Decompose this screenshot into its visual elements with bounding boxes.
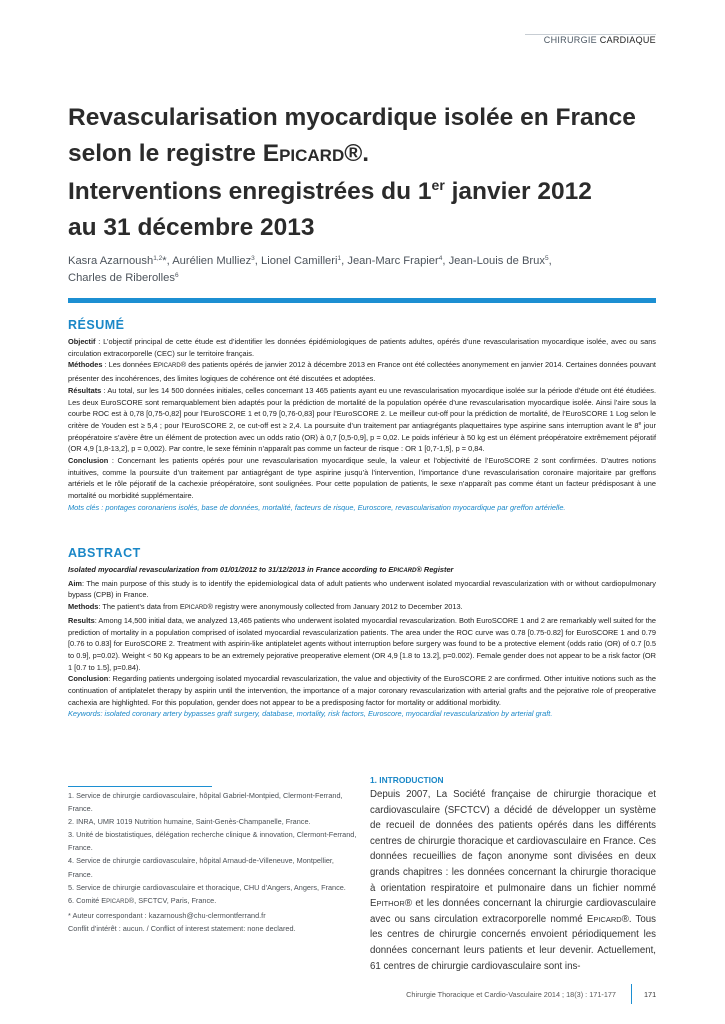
- resume-conclusion-label: Conclusion: [68, 456, 109, 466]
- author-separator: *,: [162, 255, 173, 267]
- author-affiliation-sup: 1,2: [153, 255, 163, 262]
- registry-name-smallcaps: PICARD: [106, 898, 129, 905]
- resume-resultats-text: jour préopératoire s’avère être un élément de protection avec un odds ratio (OR) à 0,7 [0,5-0,9], p = 0,02. Le poids inférieur à 50 kg est un élément préopératoire extrêmement péjoratif (OR 4,9 [1,8-13,2], p = 0,002). Par contre, le sexe féminin n’apparaît pas comme un facteur de risque : OR 1 [0,7-1,5], p = 0,84.: [68, 420, 656, 454]
- abstract-title-text: Isolated myocardial revascularization from 01/01/2012 to 31/12/2013 in France according to E: [68, 565, 394, 574]
- title-line-3b: janvier 2012: [444, 178, 592, 205]
- author-separator: ,: [548, 255, 552, 267]
- author: Lionel Camilleri: [261, 255, 338, 267]
- abstract-methods-text: : The patient’s data from E: [98, 602, 185, 612]
- resume-body: [68, 336, 656, 514]
- author-affiliation-sup: 1: [337, 255, 342, 262]
- author-list: [68, 253, 658, 287]
- author-affiliation-sup: 6: [174, 272, 179, 279]
- title-line-3a: Interventions enregistrées du 1: [68, 178, 432, 205]
- resume-objectif-text: : L’objectif principal de cette étude est d’identifier les données épidémiologiques de patients adultes, opérés d’une revascularisation myocardique isolée, avec ou sans circulation extracorporelle (CEC) sur le territoire français.: [68, 337, 656, 358]
- footnote-text: ®, SFCTCV, Paris, France.: [128, 895, 217, 905]
- registry-name-smallcaps: PICARD: [593, 914, 622, 924]
- author: Aurélien Mulliez: [172, 255, 252, 267]
- resume-resultats-label: Résultats: [68, 385, 102, 395]
- section-tag-part1: CHIRURGIE: [543, 35, 597, 45]
- author-affiliation-sup: 3: [251, 255, 255, 262]
- author-separator: ,: [254, 255, 262, 267]
- title-line-3-sup: er: [431, 177, 445, 193]
- title-divider-bar: [68, 298, 656, 303]
- resume-conclusion-text: : Concernant les patients opérés pour une revascularisation myocardique seule, la valeur et l’objectivité de l’EuroSCORE 2 sont confirmées. D’autres notions intuitives, comme la poursuite d’un traitement par antiagrégant de type aspirine jusqu’à l’intervention, l’importance d’une revascularisation coronaire majoritaire par greffons artériels et le rôle péjoratif de la cachexie préopératoire, sont soulignées. Pour cette population de patients, le sexe n’apparaît pas comme étant un facteur prédisposant à une mortalité ou morbidité supplémentaire.: [68, 456, 656, 501]
- resume-methodes-text: : Les données E: [102, 360, 159, 370]
- footnote: 3. Unité de biostatistiques, délégation recherche clinique & innovation, Clermont-Ferrand, France.: [68, 830, 357, 853]
- abstract-methods-text: ® registry were anonymously collected from January 2012 to December 2013.: [207, 602, 463, 612]
- author: Charles de Riberolles: [68, 272, 175, 284]
- resume-resultats: [68, 385, 656, 455]
- title-line-2-smallcaps: PICARD: [279, 146, 345, 165]
- introduction-text-part: ® et les données concernant la chirurgie cardiovasculaire avec ou sans circulation extracorporelle nommé E: [370, 898, 656, 925]
- resume-keywords: Mots clés : pontages coronariens isolés, base de données, mortalité, facteurs de risque, Euroscore, revascularisation myocardique par greffon artérielle.: [68, 502, 566, 512]
- author-affiliation-sup: 5: [544, 255, 549, 262]
- resume-heading: RÉSUMÉ: [68, 318, 125, 332]
- abstract-heading: ABSTRACT: [68, 546, 141, 560]
- abstract-title-text: ® Register: [416, 565, 454, 574]
- title-line-4: au 31 décembre 2013: [68, 214, 315, 241]
- footnote: 1. Service de chirurgie cardiovasculaire, hôpital Gabriel-Montpied, Clermont-Ferrand, France.: [68, 791, 343, 814]
- resume-conclusion: [68, 455, 656, 502]
- author: Jean-Louis de Brux: [448, 255, 545, 267]
- ordinal-sup: e: [638, 420, 642, 427]
- introduction-text: [370, 787, 656, 974]
- title-line-2a: selon le registre E: [68, 140, 280, 167]
- abstract-aim-text: : The main purpose of this study is to identify the epidemiological data of adult patients who underwent isolated myocardial revascularization with or without cardiopulmonary bypass (CPB) in France.: [68, 578, 656, 600]
- title-line-1: Revascularisation myocardique isolée en France: [68, 104, 636, 131]
- registry-name-smallcaps: PITHOR: [376, 899, 405, 909]
- footnote: 5. Service de chirurgie cardiovasculaire et thoracique, CHU d’Angers, Angers, France.: [68, 882, 346, 892]
- abstract-english-title: [68, 564, 656, 578]
- abstract-results: [68, 615, 656, 674]
- author-separator: ,: [341, 255, 348, 267]
- introduction-heading: 1. INTRODUCTION: [370, 775, 444, 785]
- abstract-keywords: Keywords: isolated coronary artery bypasses graft surgery, database, mortality, risk factors, Euroscore, myocardial revascularization by arterial graft.: [68, 709, 553, 719]
- abstract-methods: [68, 601, 656, 615]
- footnote-rule: [68, 786, 212, 787]
- resume-objectif-label: Objectif: [68, 337, 96, 346]
- author: Kasra Azarnoush: [68, 255, 154, 267]
- article-title: [68, 100, 668, 246]
- affiliations-footnotes: [68, 789, 358, 935]
- introduction-text-part: Depuis 2007, La Société française de chirurgie thoracique et cardiovasculaire (SFCTCV) a décidé de développer un système de recueil de données des patients opérés dans les différents centres de chirurgie thoracique et cardiovasculaire en France. Ces données recueillies de façon anonyme sont divisées en deux grands chapitres : les données concernant la chirurgie thoracique à orientation respiratoire et pulmonaire dans un fichier nommé E: [370, 789, 656, 910]
- resume-methodes: [68, 359, 656, 384]
- page-number: 171: [644, 990, 657, 999]
- abstract-aim-label: Aim: [68, 578, 82, 588]
- footnote-text: 6. Comité E: [68, 895, 107, 905]
- section-tag: [544, 35, 656, 45]
- resume-methodes-label: Méthodes: [68, 360, 103, 370]
- abstract-body: [68, 564, 656, 720]
- abstract-results-text: : Among 14,500 initial data, we analyzed 13,465 patients who underwent isolated myocardial revascularization. Both EuroSCORE 1 and 2 are remarkably well suited for the prediction of mortality in a population comprised of isolated myocardial revascularization patients. The area under the ROC curve was 0.78 [0.75-0.82] for EuroSCORE 1 and 0.79 [0.76 to 0.83] for EuroSCORE 2. Treatment with aspirin-like antiplatelet agents without interruption before surgery was found to be a protective element (odds ratio (OR) of 0.7 [0.5 to 0.9], p=0.02). Weight < 50 Kg appears to be an extremely pejorative preoperative element (OR 4,9 [1.8 to 13.2], p=0.002). Female gender does not appear to be a risk factor (OR 1 [0.7 to 1.5], p=0.84).: [68, 615, 656, 672]
- conflict-of-interest: Conflit d’intérêt : aucun. / Conflict of interest statement: none declared.: [68, 923, 296, 933]
- section-tag-part2: CARDIAQUE: [599, 35, 656, 45]
- registry-name-smallcaps: PICARD: [393, 568, 417, 574]
- abstract-conclusion-label: Conclusion: [68, 674, 109, 684]
- title-line-2b: ®.: [344, 140, 370, 167]
- registry-name-smallcaps: PICARD: [184, 605, 208, 612]
- resume-methodes-text: ® des patients opérés de janvier 2012 à décembre 2013 en France ont été collectées anonymement en janvier 2014. Certaines données pouvant présenter des incohérences, des limites logiques de cohérence ont été discutées et adoptées.: [68, 360, 656, 384]
- page-number-box: [631, 984, 657, 1004]
- author-affiliation-sup: 4: [438, 255, 443, 262]
- footnote: 4. Service de chirurgie cardiovasculaire, hôpital Arnaud-de-Villeneuve, Montpellier, France.: [68, 856, 334, 879]
- journal-citation: Chirurgie Thoracique et Cardio-Vasculaire 2014 ; 18(3) : 171-177: [406, 990, 616, 999]
- abstract-results-label: Results: [68, 615, 95, 625]
- abstract-aim: [68, 578, 656, 601]
- corresponding-author: * Auteur correspondant : kazarnoush@chu-clermontferrand.fr: [68, 910, 266, 920]
- abstract-conclusion-text: : Regarding patients undergoing isolated myocardial revascularization, the value and objectivity of the EuroSCORE 2 are confirmed. Other intuitive notions such as the continuation of antiplatelet therapy by aspirin until the intervention, the importance of a major coronary revascularization with arterial grafts and the pejorative role of preoperative cachexia are highlighted. For this population, gender does not appear to be a predisposing factor for mortality or additional morbidity.: [68, 674, 656, 707]
- footnote: [68, 894, 358, 909]
- abstract-conclusion: [68, 673, 656, 708]
- resume-resultats-text: : Au total, sur les 14 500 données initiales, celles concernant 13 465 patients ayant eu une revascularisation myocardique isolée sur la période d’étude ont été étudiées. Les deux EuroSCORE sont remarquablement bien adaptés pour la prédiction de mortalité de la population opérée d’une revascularisation myocardique isolée. Ainsi l’aire sous la courbe ROC est à 0,78 [0,75-0,82] pour l’EuroSCORE 1 et 0,79 [0,76-0,83] pour l’EuroSCORE 2. Le meilleur cut-off pour la prédiction de mortalité, de l’EuroSCORE 1 Log selon le critère de Youden est ≥ 5,4 ; pour l’EuroSCORE 2, ce cut-off est ≥ 2,4. La poursuite d’un traitement par antiagrégants plaquettaires type aspirine sans interruption avant le 8: [68, 385, 656, 430]
- author-separator: ,: [442, 255, 449, 267]
- author: Jean-Marc Frapier: [347, 255, 439, 267]
- resume-objectif: [68, 336, 656, 359]
- introduction-text-part: ®. Tous les centres de chirurgie concernés envoient périodiquement les données concernant leurs patients et leur devenir. Actuellement, 61 centres de chirurgie cardiovasculaire sont ins-: [370, 913, 656, 972]
- footnote: 2. INRA, UMR 1019 Nutrition humaine, Saint-Genès-Champanelle, France.: [68, 817, 311, 827]
- abstract-methods-label: Methods: [68, 602, 99, 612]
- registry-name-smallcaps: PICARD: [158, 363, 181, 370]
